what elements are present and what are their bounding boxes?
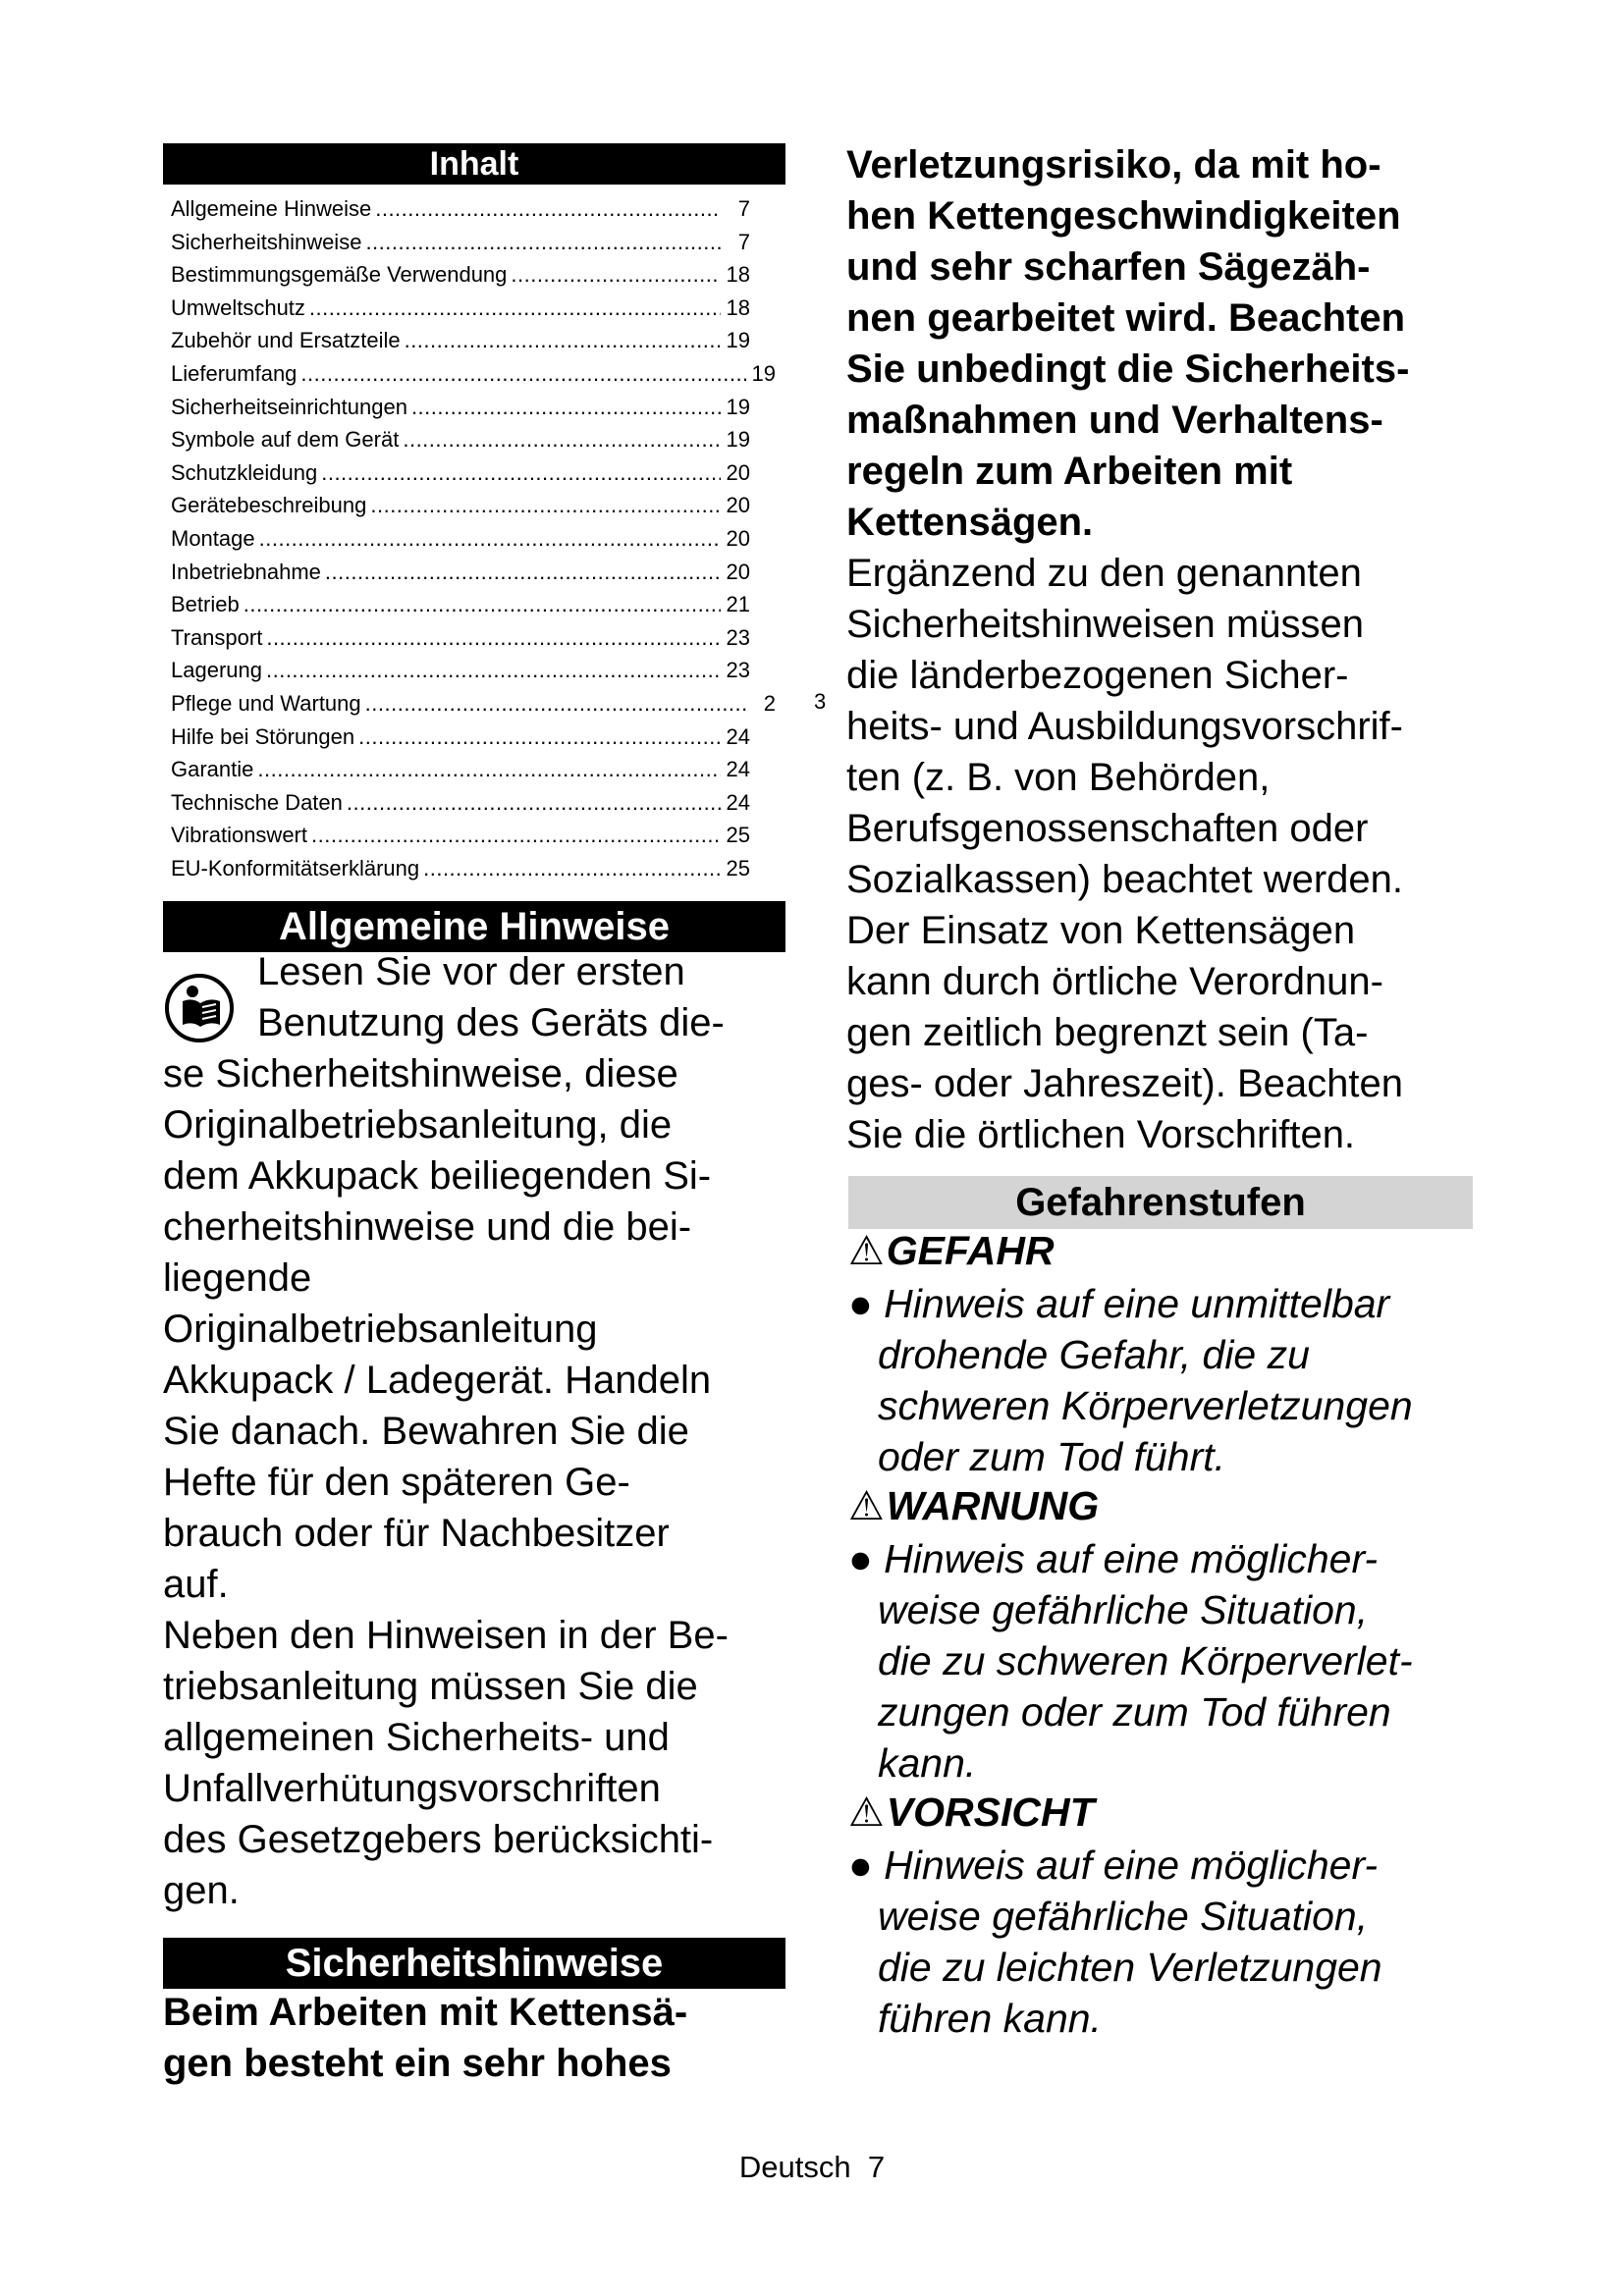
section-heading-sicherheitshinweise: Sicherheitshinweise: [163, 1938, 785, 1989]
toc-entry[interactable]: Schutzkleidung ..... 20: [171, 456, 750, 490]
warning-intro-line: Sie unbedingt die Sicherheits-: [846, 347, 1410, 391]
level-description: ● Hinweis auf eine unmittelbar drohende Gefahr, die zu schweren Körperverletzungen oder zum Tod führt.: [848, 1281, 1413, 1479]
toc-heading: Inhalt: [163, 143, 785, 185]
paragraph-line: Hefte für den späteren Ge-: [163, 1461, 630, 1504]
paragraph-line: heits- und Ausbildungsvorschrif-: [846, 705, 1403, 748]
warning-triangle-icon: ⚠: [848, 1789, 885, 1835]
warning-triangle-icon: ⚠: [848, 1228, 885, 1273]
warning-intro-line: gen besteht ein sehr hohes: [163, 2042, 672, 2085]
toc-entry[interactable]: Sicherheitshinweise ..... 7: [171, 226, 750, 259]
paragraph-line: Berufsgenossenschaften oder: [846, 807, 1369, 850]
paragraph-line: kann durch örtliche Verordnun-: [846, 960, 1383, 1003]
toc-entry[interactable]: Allgemeine Hinweise ..... 7: [171, 192, 750, 226]
level-description: ● Hinweis auf eine möglicher- weise gefährliche Situation, die zu leichten Verletzungen führen kann.: [848, 1842, 1382, 2041]
toc-entry[interactable]: Lieferumfang ..... 19: [171, 357, 750, 391]
toc-entry[interactable]: Vibrationswert ..... 25: [171, 819, 750, 852]
bullet-icon: ●: [848, 1281, 873, 1326]
toc-entry[interactable]: Gerätebeschreibung ..... 20: [171, 489, 750, 522]
toc-entry[interactable]: EU-Konformitätserklärung ..... 25: [171, 852, 750, 885]
paragraph-line: allgemeinen Sicherheits- und: [163, 1716, 670, 1759]
bullet-icon: ●: [848, 1842, 873, 1888]
toc-entry[interactable]: Bestimmungsgemäße Verwendung ..... 18: [171, 258, 750, 292]
paragraph-line: Originalbetriebsanleitung: [163, 1308, 598, 1351]
warning-intro-line: Kettensägen.: [846, 501, 1094, 544]
paragraph-line: Neben den Hinweisen in der Be-: [163, 1614, 729, 1657]
section-heading-gefahrenstufen: Gefahrenstufen: [848, 1176, 1473, 1229]
paragraph-line: se Sicherheitshinweise, diese: [163, 1052, 678, 1095]
toc-entry[interactable]: Sicherheitseinrichtungen ..... 19: [171, 391, 750, 424]
level-warnung: ⚠WARNUNG: [848, 1483, 1100, 1528]
toc-entry[interactable]: Pflege und Wartung ..... 2: [171, 687, 750, 721]
paragraph-line: Benutzung des Geräts die-: [257, 1001, 725, 1044]
toc-entry[interactable]: Inbetriebnahme ..... 20: [171, 556, 750, 589]
paragraph-line: Akkupack / Ladegerät. Handeln: [163, 1359, 712, 1402]
paragraph-line: ten (z. B. von Behörden,: [846, 756, 1271, 799]
toc-entry[interactable]: Hilfe bei Störungen ..... 24: [171, 721, 750, 754]
paragraph-line: Sozialkassen) beachtet werden.: [846, 858, 1403, 901]
read-manual-icon: [163, 972, 236, 1044]
warning-intro-line: Verletzungsrisiko, da mit ho-: [846, 143, 1381, 187]
toc-entry[interactable]: Symbole auf dem Gerät ..... 19: [171, 423, 750, 456]
warning-intro-line: nen gearbeitet wird. Beachten: [846, 296, 1406, 340]
warning-intro-line: Beim Arbeiten mit Kettensä-: [163, 1991, 688, 2034]
level-description: ● Hinweis auf eine möglicher- weise gefährliche Situation, die zu schweren Körperverlet- zungen oder zum Tod führen kann.: [848, 1536, 1413, 1786]
table-of-contents: [171, 192, 776, 884]
paragraph-line: dem Akkupack beiliegenden Si-: [163, 1154, 712, 1198]
toc-entry[interactable]: Lagerung ..... 23: [171, 654, 750, 687]
warning-intro-line: regeln zum Arbeiten mit: [846, 450, 1293, 493]
paragraph-line: cherheitshinweise und die bei-: [163, 1205, 692, 1249]
paragraph-line: gen.: [163, 1869, 240, 1912]
section-heading-allgemeine-hinweise: Allgemeine Hinweise: [163, 901, 785, 952]
warning-triangle-icon: ⚠: [848, 1483, 885, 1528]
footer-page-number: 7: [867, 2150, 886, 2184]
toc-entry[interactable]: Transport ..... 23: [171, 621, 750, 655]
warning-intro-line: und sehr scharfen Sägezäh-: [846, 245, 1371, 289]
paragraph-line: Sie danach. Bewahren Sie die: [163, 1410, 689, 1453]
toc-entry[interactable]: Betrieb ..... 21: [171, 588, 750, 621]
paragraph-line: Lesen Sie vor der ersten: [257, 950, 685, 993]
level-gefahr: ⚠GEFAHR: [848, 1228, 1055, 1273]
bullet-icon: ●: [848, 1536, 873, 1581]
paragraph-line: die länderbezogenen Sicher-: [846, 654, 1349, 697]
stray-page-number: 3: [814, 689, 827, 714]
toc-entry[interactable]: Technische Daten ..... 24: [171, 786, 750, 820]
paragraph-line: auf.: [163, 1563, 229, 1606]
toc-entry[interactable]: Umweltschutz ..... 18: [171, 292, 750, 325]
paragraph-line: des Gesetzgebers berücksichti-: [163, 1818, 714, 1861]
page-footer: [0, 2150, 1624, 2185]
warning-intro-line: hen Kettengeschwindigkeiten: [846, 194, 1401, 238]
paragraph-line: ges- oder Jahreszeit). Beachten: [846, 1062, 1403, 1105]
paragraph-line: liegende: [163, 1256, 312, 1300]
paragraph-line: brauch oder für Nachbesitzer: [163, 1512, 670, 1555]
footer-language: Deutsch: [738, 2150, 851, 2184]
paragraph-line: Der Einsatz von Kettensägen: [846, 909, 1356, 952]
level-vorsicht: ⚠VORSICHT: [848, 1789, 1095, 1835]
warning-intro-line: maßnahmen und Verhaltens-: [846, 399, 1383, 442]
paragraph-line: Originalbetriebsanleitung, die: [163, 1103, 673, 1147]
paragraph-line: Ergänzend zu den genannten: [846, 552, 1362, 595]
toc-entry[interactable]: Garantie ..... 24: [171, 753, 750, 786]
paragraph-line: Unfallverhütungsvorschriften: [163, 1767, 661, 1810]
paragraph-line: triebsanleitung müssen Sie die: [163, 1665, 698, 1708]
paragraph-line: Sicherheitshinweisen müssen: [846, 603, 1364, 646]
toc-entry[interactable]: Montage ..... 20: [171, 522, 750, 556]
toc-entry[interactable]: Zubehör und Ersatzteile ..... 19: [171, 324, 750, 357]
paragraph-line: gen zeitlich begrenzt sein (Ta-: [846, 1011, 1369, 1054]
paragraph-line: Sie die örtlichen Vorschriften.: [846, 1113, 1356, 1156]
